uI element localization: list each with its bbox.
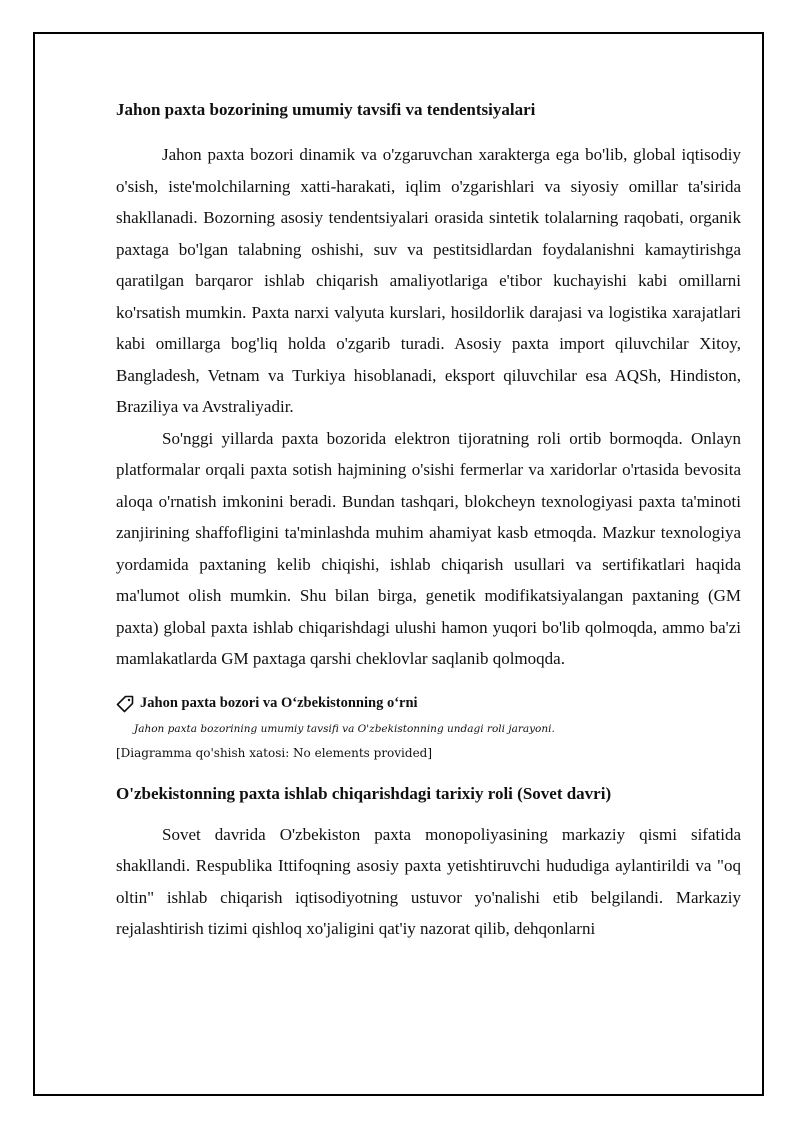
paragraph: Sovet davrida O'zbekiston paxta monopoliyasining markaziy qismi sifatida shakllandi. Respublika Ittifoqning asosiy paxta yetishtiruvchi hududiga aylantirildi va "oq oltin" ishlab chiqarish iqtisodiyotning ustuvor yo'nalishi etib belgilandi. Markaziy rejalashtirish tizimi qishloq xo'jaligini qat'iy nazorat qilib, dehqonlarni: [116, 824, 741, 938]
paragraph: So'nggi yillarda paxta bozorida elektron tijoratning roli ortib bormoqda. Onlayn platformalar orqali paxta sotish hajmining o'sishi fermerlar va xaridorlar o'rtasida bevosita aloqa o'rnatish imkonini beradi. Bundan tashqari, blokcheyn texnologiyasi paxta ta'minoti zanjirining shaffofligini ta'minlashda muhim ahamiyat kasb etmoqda. Mazkur texnologiya yordamida paxtaning kelib chiqishi, ishlab chiqarish usullari va sertifikatlari haqida ma'lumot olish mumkin. Shu bilan birga, genetik modifikatsiyalangan paxtaning (GM paxta) global paxta ishlab chiqarishdagi ulushi hamon yuqori bo'lib qolmoqda, ammo ba'zi mamlakatlarda GM paxtaga qarshi cheklovlar saqlanib qolmoqda.: [116, 428, 741, 668]
section-title-soviet-era: O'zbekistonning paxta ishlab chiqarishdagi tarixiy roli (Sovet davri): [116, 783, 612, 803]
diagram-block: [116, 693, 741, 760]
paragraph: Jahon paxta bozori dinamik va o'zgaruvchan xarakterga ega bo'lib, global iqtisodiy o'sish, iste'molchilarning xatti-harakati, iqlim o'zgarishlari va siyosiy omillar ta'sirida shakllanadi. Bozorning asosiy tendentsiyalari orasida sintetik tolalarning raqobati, organik paxtaga bo'lgan talabning oshishi, suv va pestitsidlardan foydalanishni kamaytirishga qaratilgan barqaror ishlab chiqarish amaliyotlariga e'tibor kuchayishi kabi omillarni ko'rsatish mumkin. Paxta narxi valyuta kurslari, hosildorlik darajasi va logistika xarajatlari kabi omillarga bog'liq holda o'zgarib turadi. Asosiy paxta import qiluvchilar Xitoy, Bangladesh, Vetnam va Turkiya hisoblanadi, eksport qiluvchilar esa AQSh, Hindiston, Braziliya va Avstraliyadir.: [116, 145, 741, 416]
diagram-caption: Jahon paxta bozorining umumiy tavsifi va O'zbekistonning undagi roli jarayoni.: [134, 722, 555, 735]
tag-icon: [116, 695, 134, 713]
document-body: [116, 98, 741, 945]
diagram-header: [116, 693, 741, 715]
diagram-error-message: [Diagramma qo'shish xatosi: No elements provided]: [116, 745, 433, 760]
section-title-world-market: Jahon paxta bozorining umumiy tavsifi va tendentsiyalari: [116, 100, 536, 119]
diagram-title: Jahon paxta bozori va O‘zbekistonning o‘rni: [140, 695, 418, 711]
